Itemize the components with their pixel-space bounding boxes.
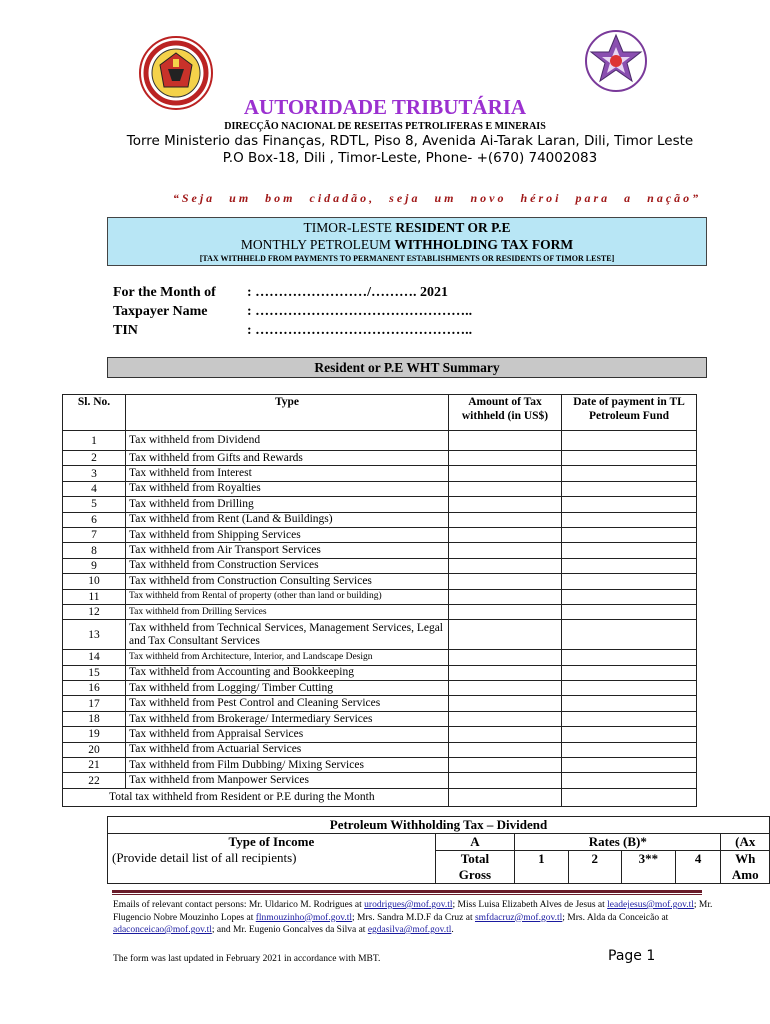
amount-cell[interactable]: [449, 773, 562, 788]
table-row: [63, 543, 697, 558]
total-amount-cell[interactable]: [449, 788, 562, 806]
date-cell[interactable]: [562, 451, 697, 466]
amount-cell[interactable]: [449, 543, 562, 558]
date-cell[interactable]: [562, 481, 697, 496]
address-block: [125, 133, 695, 167]
type-cell: Tax withheld from Appraisal Services: [126, 727, 449, 742]
amount-cell[interactable]: [449, 665, 562, 680]
date-cell[interactable]: [562, 604, 697, 619]
table-row: [63, 466, 697, 481]
sl-cell: 5: [63, 497, 126, 512]
type-cell: Tax withheld from Manpower Services: [126, 773, 449, 788]
table-row: [63, 431, 697, 451]
sl-cell: 7: [63, 527, 126, 542]
amount-cell[interactable]: [449, 451, 562, 466]
date-cell[interactable]: [562, 589, 697, 604]
type-cell: Tax withheld from Rent (Land & Buildings): [126, 512, 449, 527]
table-row: [63, 665, 697, 680]
type-cell: Tax withheld from Interest: [126, 466, 449, 481]
type-cell: Tax withheld from Drilling Services: [126, 604, 449, 619]
amount-cell[interactable]: [449, 589, 562, 604]
type-cell: Tax withheld from Rental of property (other than land or building): [126, 589, 449, 604]
table-row: [63, 451, 697, 466]
type-cell: Tax withheld from Shipping Services: [126, 527, 449, 542]
amount-cell[interactable]: [449, 650, 562, 665]
amount-cell[interactable]: [449, 758, 562, 773]
type-cell: Tax withheld from Actuarial Services: [126, 742, 449, 757]
date-cell[interactable]: [562, 758, 697, 773]
table-row: [63, 589, 697, 604]
col-last-header-1: (Ax: [721, 834, 770, 851]
table-row: [63, 620, 697, 650]
type-cell: Tax withheld from Gifts and Rewards: [126, 451, 449, 466]
taxpayer-fields: [113, 285, 472, 342]
form-title-line-2: MONTHLY PETROLEUM WITHHOLDING TAX FORM: [240, 237, 574, 252]
table-row: [63, 742, 697, 757]
amount-cell[interactable]: [449, 481, 562, 496]
date-cell[interactable]: [562, 681, 697, 696]
type-cell: Tax withheld from Film Dubbing/ Mixing Services: [126, 758, 449, 773]
date-cell[interactable]: [562, 742, 697, 757]
tin-field[interactable]: TIN : ………………………………………..: [113, 323, 473, 338]
provide-detail-label: (Provide detail list of all recipients): [112, 850, 297, 865]
col-a-sub: Total Gross: [435, 851, 514, 884]
sl-cell: 18: [63, 711, 126, 726]
sl-cell: 12: [63, 604, 126, 619]
email-link[interactable]: smfdacruz@mof.gov.tl: [474, 912, 563, 923]
sl-cell: 16: [63, 681, 126, 696]
type-of-income-label: Type of Income: [228, 834, 315, 849]
date-cell[interactable]: [562, 543, 697, 558]
sl-cell: 17: [63, 696, 126, 711]
footer-rule-thin: [112, 894, 702, 895]
col-type-header: Type: [126, 395, 449, 431]
amount-cell[interactable]: [449, 620, 562, 650]
date-cell[interactable]: [562, 727, 697, 742]
amount-cell[interactable]: [449, 527, 562, 542]
type-of-income-cell: [108, 834, 436, 884]
date-cell[interactable]: [562, 512, 697, 527]
col-sl-header: Sl. No.: [63, 395, 126, 431]
type-cell: Tax withheld from Drilling: [126, 497, 449, 512]
table-row: [63, 481, 697, 496]
sl-cell: 11: [63, 589, 126, 604]
type-cell: Tax withheld from Construction Services: [126, 558, 449, 573]
type-cell: Tax withheld from Architecture, Interior, and Landscape Design: [126, 650, 449, 665]
type-cell: Tax withheld from Technical Services, Management Services, Legal and Tax Consultant Services: [126, 620, 449, 650]
total-row: [63, 788, 697, 806]
amount-cell[interactable]: [449, 431, 562, 451]
amount-cell[interactable]: [449, 604, 562, 619]
total-date-cell[interactable]: [562, 788, 697, 806]
last-updated-note: The form was last updated in February 2021 in accordance with MBT.: [113, 954, 381, 964]
date-cell[interactable]: [562, 527, 697, 542]
date-cell[interactable]: [562, 466, 697, 481]
amount-cell[interactable]: [449, 574, 562, 589]
type-cell: Tax withheld from Accounting and Bookkeeping: [126, 665, 449, 680]
table-row: [63, 604, 697, 619]
amount-cell[interactable]: [449, 497, 562, 512]
authority-title: AUTORIDADE TRIBUTÁRIA: [243, 95, 527, 119]
table-row: [63, 773, 697, 788]
email-link[interactable]: egdasilva@mof.gov.tl: [367, 925, 452, 935]
date-cell[interactable]: [562, 696, 697, 711]
amount-cell[interactable]: [449, 742, 562, 757]
table-row: [63, 727, 697, 742]
table-row: [63, 558, 697, 573]
type-cell: Tax withheld from Dividend: [126, 431, 449, 451]
taxpayer-name-field[interactable]: Taxpayer Name : ………………………………………..: [113, 304, 473, 319]
table-row: [63, 696, 697, 711]
table-row: [63, 681, 697, 696]
table-row: [63, 650, 697, 665]
sl-cell: 21: [63, 758, 126, 773]
page-number: Page 1: [608, 948, 656, 964]
form-title-box: [107, 217, 707, 266]
sl-cell: 6: [63, 512, 126, 527]
email-link[interactable]: adaconceicao@mof.gov.tl: [113, 925, 212, 935]
amount-cell[interactable]: [449, 711, 562, 726]
email-link[interactable]: urodrigues@mof.gov.tl: [364, 900, 453, 910]
table-row: [63, 512, 697, 527]
amount-cell[interactable]: [449, 696, 562, 711]
amount-cell[interactable]: [449, 512, 562, 527]
wht-summary-table: [62, 394, 697, 807]
sl-cell: 14: [63, 650, 126, 665]
date-cell[interactable]: [562, 620, 697, 650]
rate-1: 1: [515, 851, 568, 884]
sl-cell: 19: [63, 727, 126, 742]
col-a-header: A: [435, 834, 514, 851]
sl-cell: 3: [63, 466, 126, 481]
sl-cell: 9: [63, 558, 126, 573]
date-cell[interactable]: [562, 711, 697, 726]
amount-cell[interactable]: [449, 558, 562, 573]
col-date-header: Date of payment in TL Petroleum Fund: [562, 395, 697, 431]
rates-header: Rates (B)*: [515, 834, 721, 851]
total-label: Total tax withheld from Resident or P.E during the Month: [63, 788, 449, 806]
directorate-name: DIRECÇÃO NACIONAL DE RESEITAS PETROLIFERAS E MINERAIS: [224, 121, 546, 132]
sl-cell: 4: [63, 481, 126, 496]
sl-cell: 22: [63, 773, 126, 788]
sl-cell: 10: [63, 574, 126, 589]
motto: “Seja um bom cidadão, seja um novo héroi para a nação”: [172, 191, 702, 205]
date-cell[interactable]: [562, 665, 697, 680]
contact-emails: Emails of relevant contact persons: Mr. Uldarico M. Rodrigues at urodrigues@mof.gov.tl; Miss Luisa Elizabeth Alves de Jesus at leadejesus@mof.gov.tl; Mr. Flugencio Nobre Mouzinho Lopes at flnmouzinho@mof.gov.tl; Mrs. Sandra M.D.F da Cruz at smfdacruz@mof.gov.tl; Mrs. Alda da Conceicão at adaconceicao@mof.gov.tl; and Mr. Eugenio Goncalves da Silva at egdasilva@mof.gov.tl.: [113, 900, 713, 935]
rate-2: 2: [568, 851, 621, 884]
type-cell: Tax withheld from Royalties: [126, 481, 449, 496]
table-row: [63, 574, 697, 589]
email-link[interactable]: leadejesus@mof.gov.tl: [607, 900, 694, 910]
type-cell: Tax withheld from Brokerage/ Intermediary Services: [126, 711, 449, 726]
amount-cell[interactable]: [449, 466, 562, 481]
sl-cell: 2: [63, 451, 126, 466]
month-field[interactable]: For the Month of : ……………………/………. 2021: [113, 285, 449, 300]
table-row: [63, 711, 697, 726]
col-last-sub: Wh Amo: [721, 851, 770, 884]
rate-3: 3**: [621, 851, 675, 884]
dividend-table: [107, 816, 770, 884]
type-cell: Tax withheld from Logging/ Timber Cutting: [126, 681, 449, 696]
email-link[interactable]: flnmouzinho@mof.gov.tl: [255, 912, 353, 923]
col-amount-header: Amount of Tax withheld (in US$): [449, 395, 562, 431]
date-cell[interactable]: [562, 574, 697, 589]
sl-cell: 15: [63, 665, 126, 680]
sl-cell: 20: [63, 742, 126, 757]
date-cell[interactable]: [562, 650, 697, 665]
address-line-1: Torre Ministerio das Finanças, RDTL, Piso 8, Avenida Ai-Tarak Laran, Dili, Timor Leste: [126, 133, 694, 149]
amount-cell[interactable]: [449, 727, 562, 742]
type-cell: Tax withheld from Construction Consulting Services: [126, 574, 449, 589]
footer-rule-thick: [112, 890, 702, 893]
date-cell[interactable]: [562, 773, 697, 788]
form-title-line-1: TIMOR-LESTE RESIDENT OR P.E: [303, 220, 511, 235]
form-title-line-3: [TAX WITHHELD FROM PAYMENTS TO PERMANENT ESTABLISHMENTS OR RESIDENTS OF TIMOR LESTE]: [199, 254, 615, 263]
address-line-2: P.O Box-18, Dili , Timor-Leste, Phone- +(670) 74002083: [222, 150, 598, 166]
summary-title: Resident or P.E WHT Summary: [107, 357, 707, 378]
amount-cell[interactable]: [449, 681, 562, 696]
table-row: [63, 758, 697, 773]
sl-cell: 13: [63, 620, 126, 650]
sl-cell: 8: [63, 543, 126, 558]
date-cell[interactable]: [562, 558, 697, 573]
ai-bero-xperto-logo: [582, 25, 650, 95]
rate-4: 4: [675, 851, 721, 884]
date-cell[interactable]: [562, 497, 697, 512]
dividend-title: Petroleum Withholding Tax – Dividend: [108, 817, 770, 834]
table-row: [63, 497, 697, 512]
date-cell[interactable]: [562, 431, 697, 451]
type-cell: Tax withheld from Air Transport Services: [126, 543, 449, 558]
table-row: [63, 527, 697, 542]
type-cell: Tax withheld from Pest Control and Cleaning Services: [126, 696, 449, 711]
sl-cell: 1: [63, 431, 126, 451]
